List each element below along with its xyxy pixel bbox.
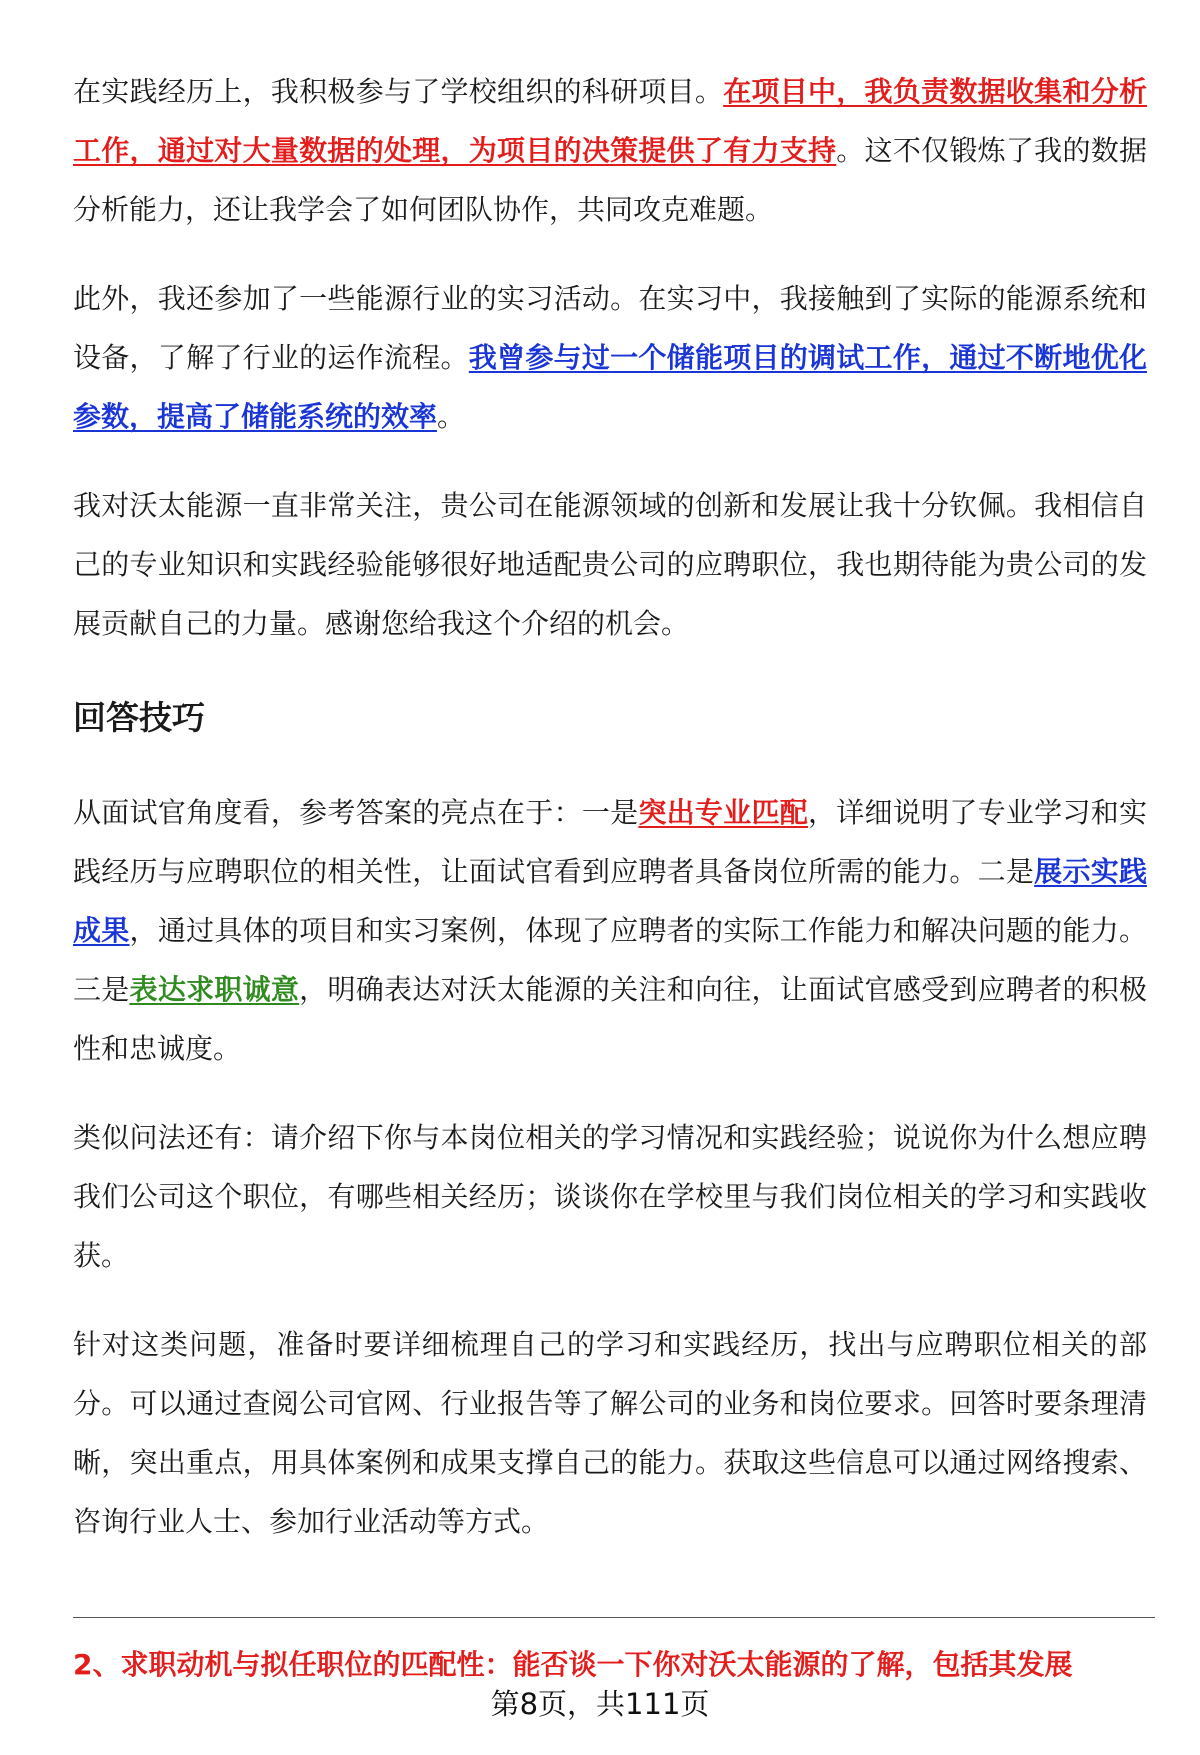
paragraph-text: ，通过具体的项目和实习案例，体现了应聘者的实际工作能力和解决问题的能力。三是 — [73, 914, 1147, 1006]
paragraph-internship — [73, 269, 1147, 446]
paragraph-text: 从面试官角度看，参考答案的亮点在于：一是 — [73, 796, 639, 829]
paragraph-text: 类似问法还有：请介绍下你与本岗位相关的学习情况和实践经验；说说你为什么想应聘我们公司这个职位，有哪些相关经历；谈谈你在学校里与我们岗位相关的学习和实践收获。 — [73, 1121, 1147, 1272]
highlight-red-text: 在项目中，我负责数据收集和分析工作，通过对大量数据的处理，为项目的决策提供了有力支持 — [73, 75, 1147, 167]
paragraph-text: 此外，我还参加了一些能源行业的实习活动。在实习中，我接触到了实际的能源系统和设备，了解了行业的运作流程。 — [73, 282, 1147, 374]
highlight-blue-text: 展示实践成果 — [73, 855, 1147, 947]
paragraph-text: 。这不仅锻炼了我的数据分析能力，还让我学会了如何团队协作，共同攻克难题。 — [73, 134, 1147, 226]
section-heading: 回答技巧 — [73, 698, 205, 737]
next-question-title: 2、求职动机与拟任职位的匹配性：能否谈一下你对沃太能源的了解，包括其发展 — [73, 1648, 1073, 1681]
highlight-red-text: 突出专业匹配 — [638, 796, 809, 829]
paragraph-company-interest — [73, 476, 1147, 653]
page-number-footer: 第8页，共111页 — [490, 1687, 710, 1721]
section-divider — [73, 1617, 1155, 1618]
paragraph-practice-experience — [73, 62, 1147, 239]
paragraph-answer-highlights — [73, 783, 1147, 1078]
paragraph-text: ，详细说明了专业学习和实践经历与应聘职位的相关性，让面试官看到应聘者具备岗位所需的能力。二是 — [73, 796, 1147, 888]
paragraph-similar-questions — [73, 1108, 1147, 1285]
paragraph-text: 针对这类问题，准备时要详细梳理自己的学习和实践经历，找出与应聘职位相关的部分。可以通过查阅公司官网、行业报告等了解公司的业务和岗位要求。回答时要条理清晰，突出重点，用具体案例和成果支撑自己的能力。获取这些信息可以通过网络搜索、咨询行业人士、参加行业活动等方式。 — [73, 1328, 1147, 1538]
paragraph-text: 。 — [437, 400, 466, 433]
paragraph-text: 我对沃太能源一直非常关注，贵公司在能源领域的创新和发展让我十分钦佩。我相信自己的专业知识和实践经验能够很好地适配贵公司的应聘职位，我也期待能为贵公司的发展贡献自己的力量。感谢您给我这个介绍的机会。 — [73, 489, 1147, 640]
paragraph-text: 在实践经历上，我积极参与了学校组织的科研项目。 — [73, 75, 724, 108]
document-body — [73, 62, 1147, 1581]
highlight-green-text: 表达求职诚意 — [129, 973, 300, 1006]
highlight-blue-text: 我曾参与过一个储能项目的调试工作，通过不断地优化参数，提高了储能系统的效率 — [73, 341, 1147, 433]
paragraph-text: ，明确表达对沃太能源的关注和向往，让面试官感受到应聘者的积极性和忠诚度。 — [73, 973, 1147, 1065]
paragraph-preparation-tips — [73, 1315, 1147, 1551]
